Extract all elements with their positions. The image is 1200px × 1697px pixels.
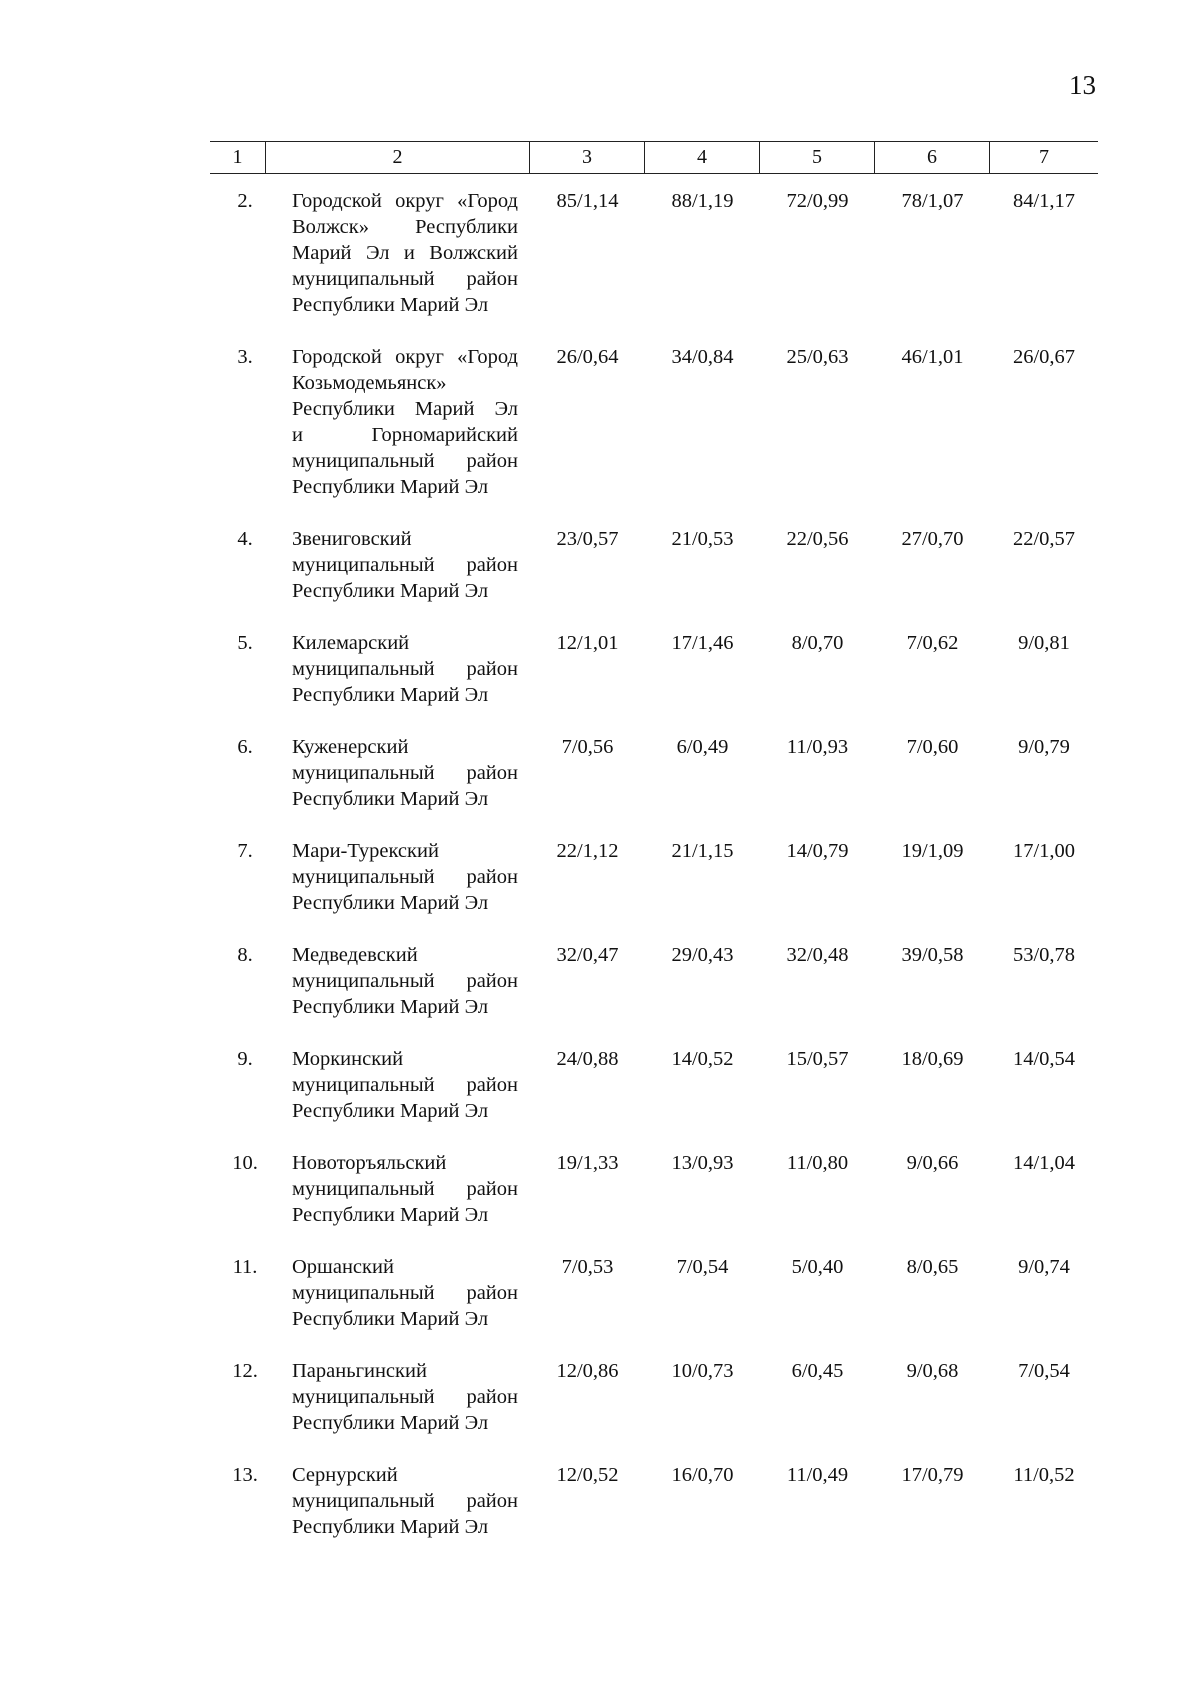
table-row bbox=[210, 1254, 1098, 1332]
row-spacer bbox=[210, 708, 1098, 734]
value-cell-col-5: 25/0,63 bbox=[786, 346, 849, 368]
row-number-cell bbox=[210, 734, 266, 812]
table-body bbox=[210, 188, 1098, 1540]
district-name-line: и Горномарийский bbox=[292, 424, 518, 446]
table-row bbox=[210, 734, 1098, 812]
row-number-cell bbox=[210, 344, 266, 500]
value-cell-col-6: 18/0,69 bbox=[901, 1048, 964, 1070]
value-cell-col-7: 9/0,74 bbox=[1018, 1256, 1070, 1278]
district-name-line: муниципальный район bbox=[292, 1074, 518, 1096]
district-name-line: Марий Эл и Волжский bbox=[292, 242, 518, 264]
value-cell-col-7: 14/0,54 bbox=[1012, 1048, 1076, 1070]
value-cell-col-5: 22/0,56 bbox=[786, 528, 849, 550]
district-name-line: муниципальный район bbox=[292, 1386, 518, 1408]
value-cell-col-4: 13/0,93 bbox=[671, 1152, 734, 1174]
row-spacer bbox=[210, 1124, 1098, 1150]
value-cell-col-7: 22/0,57 bbox=[1012, 528, 1076, 550]
table-row bbox=[210, 1046, 1098, 1124]
row-spacer bbox=[210, 318, 1098, 344]
value-cell-col-4: 17/1,46 bbox=[671, 632, 734, 654]
district-name-cell bbox=[266, 838, 530, 916]
row-spacer bbox=[210, 1436, 1098, 1462]
district-name-line: Новоторъяльский bbox=[292, 1152, 447, 1174]
district-name-cell bbox=[266, 1046, 530, 1124]
row-spacer bbox=[210, 500, 1098, 526]
table-row bbox=[210, 838, 1098, 916]
value-cell-col-3: 12/1,01 bbox=[556, 632, 619, 654]
value-cell-col-6: 8/0,65 bbox=[906, 1256, 959, 1278]
district-name-cell bbox=[266, 1462, 530, 1540]
district-name-line: Моркинский bbox=[292, 1048, 404, 1070]
value-cell-col-3: 12/0,52 bbox=[556, 1464, 619, 1486]
district-name-line: Республики Марий Эл bbox=[292, 788, 489, 810]
district-name-cell bbox=[266, 630, 530, 708]
district-name-line: муниципальный район bbox=[292, 1178, 518, 1200]
row-spacer bbox=[210, 604, 1098, 630]
value-cell-col-3: 26/0,64 bbox=[556, 346, 619, 368]
district-name-line: Республики Марий Эл bbox=[292, 1100, 489, 1122]
district-name-line: Параньгинский bbox=[292, 1360, 427, 1382]
value-cell-col-6: 9/0,66 bbox=[906, 1152, 959, 1174]
header-cell-6: 6 bbox=[875, 142, 990, 173]
row-number: 4. bbox=[237, 528, 253, 550]
district-name-line: муниципальный район bbox=[292, 268, 518, 290]
district-name-line: Республики Марий Эл bbox=[292, 892, 489, 914]
row-number-cell bbox=[210, 630, 266, 708]
table-row bbox=[210, 630, 1098, 708]
value-cell-col-6: 27/0,70 bbox=[901, 528, 964, 550]
value-cell-col-4: 21/1,15 bbox=[671, 840, 734, 862]
district-name-line: Волжск» Республики bbox=[292, 216, 518, 238]
value-cell-col-3: 7/0,53 bbox=[561, 1256, 614, 1278]
district-name-line: Городской округ «Город bbox=[292, 190, 518, 212]
row-number: 11. bbox=[232, 1256, 258, 1278]
table-row bbox=[210, 1358, 1098, 1436]
district-name-cell bbox=[266, 526, 530, 604]
district-name-line: Республики Марий Эл bbox=[292, 580, 489, 602]
district-name-line: Республики Марий Эл bbox=[292, 476, 489, 498]
row-number: 12. bbox=[232, 1360, 258, 1382]
value-cell-col-4: 29/0,43 bbox=[671, 944, 734, 966]
value-cell-col-5: 5/0,40 bbox=[791, 1256, 844, 1278]
header-cell-7: 7 bbox=[1039, 146, 1049, 168]
district-name-cell bbox=[266, 1150, 530, 1228]
value-cell-col-5: 11/0,49 bbox=[786, 1464, 849, 1486]
district-name-line: муниципальный район bbox=[292, 762, 518, 784]
value-cell-col-4: 21/0,53 bbox=[671, 528, 734, 550]
table-row bbox=[210, 1150, 1098, 1228]
row-number: 9. bbox=[237, 1048, 253, 1070]
row-number-cell bbox=[210, 1254, 266, 1332]
row-number: 7. bbox=[237, 840, 253, 862]
row-number-cell bbox=[210, 526, 266, 604]
district-name-line: Республики Марий Эл bbox=[292, 996, 489, 1018]
row-number: 2. bbox=[237, 190, 253, 212]
district-name-cell bbox=[266, 734, 530, 812]
row-spacer bbox=[210, 812, 1098, 838]
district-name-cell bbox=[266, 188, 530, 318]
value-cell-col-5: 14/0,79 bbox=[786, 840, 849, 862]
value-cell-col-7: 14/1,04 bbox=[1012, 1152, 1076, 1174]
district-name-line: Республики Марий Эл bbox=[292, 294, 489, 316]
district-name-line: Козьмодемьянск» bbox=[292, 372, 447, 394]
header-cell-5: 5 bbox=[760, 142, 875, 173]
row-spacer bbox=[210, 1332, 1098, 1358]
row-number: 6. bbox=[237, 736, 253, 758]
row-number: 3. bbox=[237, 346, 253, 368]
value-cell-col-7: 53/0,78 bbox=[1012, 944, 1076, 966]
value-cell-col-7: 11/0,52 bbox=[1013, 1464, 1075, 1486]
row-spacer bbox=[210, 1020, 1098, 1046]
value-cell-col-4: 10/0,73 bbox=[671, 1360, 734, 1382]
row-number-cell bbox=[210, 942, 266, 1020]
district-name-line: Мари-Турекский bbox=[292, 840, 439, 862]
value-cell-col-4: 88/1,19 bbox=[671, 190, 734, 212]
district-name-line: Звениговский bbox=[292, 528, 412, 550]
district-name-cell bbox=[266, 942, 530, 1020]
district-name-cell bbox=[266, 344, 530, 500]
row-number-cell bbox=[210, 1462, 266, 1540]
page-number: 13 bbox=[1069, 70, 1096, 100]
value-cell-col-6: 7/0,60 bbox=[906, 736, 959, 758]
district-name-line: Республики Марий Эл bbox=[292, 398, 518, 420]
table-header bbox=[210, 141, 1098, 174]
table-row bbox=[210, 344, 1098, 500]
district-name-line: Оршанский bbox=[292, 1256, 394, 1278]
value-cell-col-7: 7/0,54 bbox=[1018, 1360, 1070, 1382]
district-name-line: Республики Марий Эл bbox=[292, 1412, 489, 1434]
district-name-line: Городской округ «Город bbox=[292, 346, 518, 368]
value-cell-col-7: 9/0,79 bbox=[1018, 736, 1070, 758]
value-cell-col-6: 39/0,58 bbox=[901, 944, 964, 966]
district-name-line: Килемарский bbox=[292, 632, 410, 654]
value-cell-col-3: 85/1,14 bbox=[556, 190, 619, 212]
row-number-cell bbox=[210, 188, 266, 318]
header-cell-2: 2 bbox=[266, 142, 530, 173]
table-row bbox=[210, 188, 1098, 318]
district-name-line: муниципальный район bbox=[292, 450, 518, 472]
header-cell-1: 1 bbox=[210, 142, 266, 173]
row-spacer bbox=[210, 916, 1098, 942]
value-cell-col-4: 6/0,49 bbox=[676, 736, 729, 758]
value-cell-col-4: 14/0,52 bbox=[671, 1048, 734, 1070]
table-row bbox=[210, 942, 1098, 1020]
value-cell-col-5: 6/0,45 bbox=[791, 1360, 844, 1382]
row-number-cell bbox=[210, 838, 266, 916]
district-name-cell bbox=[266, 1358, 530, 1436]
row-spacer bbox=[210, 1228, 1098, 1254]
value-cell-col-5: 72/0,99 bbox=[786, 190, 849, 212]
value-cell-col-5: 11/0,93 bbox=[786, 736, 849, 758]
value-cell-col-4: 34/0,84 bbox=[671, 346, 734, 368]
value-cell-col-4: 7/0,54 bbox=[676, 1256, 729, 1278]
row-number: 13. bbox=[232, 1464, 258, 1486]
district-name-line: Куженерский bbox=[292, 736, 409, 758]
value-cell-col-6: 7/0,62 bbox=[906, 632, 959, 654]
district-name-line: Республики Марий Эл bbox=[292, 1516, 489, 1538]
district-name-line: муниципальный район bbox=[292, 554, 518, 576]
value-cell-col-7: 84/1,17 bbox=[1012, 190, 1076, 212]
value-cell-col-3: 7/0,56 bbox=[561, 736, 614, 758]
header-cell-4: 4 bbox=[645, 142, 760, 173]
district-name-line: Республики Марий Эл bbox=[292, 1204, 489, 1226]
district-name-line: Медведевский bbox=[292, 944, 418, 966]
value-cell-col-3: 12/0,86 bbox=[556, 1360, 619, 1382]
table-row bbox=[210, 526, 1098, 604]
value-cell-col-3: 22/1,12 bbox=[556, 840, 619, 862]
value-cell-col-3: 32/0,47 bbox=[556, 944, 619, 966]
row-number: 10. bbox=[232, 1152, 258, 1174]
value-cell-col-7: 26/0,67 bbox=[1012, 346, 1076, 368]
value-cell-col-5: 32/0,48 bbox=[786, 944, 849, 966]
value-cell-col-7: 17/1,00 bbox=[1012, 840, 1076, 862]
value-cell-col-3: 24/0,88 bbox=[556, 1048, 619, 1070]
district-name-line: муниципальный район bbox=[292, 866, 518, 888]
district-name-line: Республики Марий Эл bbox=[292, 1308, 489, 1330]
value-cell-col-6: 46/1,01 bbox=[901, 346, 964, 368]
value-cell-col-6: 17/0,79 bbox=[901, 1464, 964, 1486]
row-number: 5. bbox=[237, 632, 253, 654]
value-cell-col-6: 78/1,07 bbox=[901, 190, 964, 212]
value-cell-col-5: 15/0,57 bbox=[786, 1048, 849, 1070]
row-number: 8. bbox=[237, 944, 253, 966]
header-cell-3: 3 bbox=[530, 142, 645, 173]
value-cell-col-6: 19/1,09 bbox=[901, 840, 964, 862]
district-name-line: Сернурский bbox=[292, 1464, 398, 1486]
value-cell-col-5: 11/0,80 bbox=[786, 1152, 849, 1174]
district-name-line: Республики Марий Эл bbox=[292, 684, 489, 706]
value-cell-col-3: 23/0,57 bbox=[556, 528, 619, 550]
district-name-cell bbox=[266, 1254, 530, 1332]
value-cell-col-6: 9/0,68 bbox=[906, 1360, 959, 1382]
row-number-cell bbox=[210, 1046, 266, 1124]
district-name-line: муниципальный район bbox=[292, 1282, 518, 1304]
value-cell-col-5: 8/0,70 bbox=[791, 632, 844, 654]
district-name-line: муниципальный район bbox=[292, 1490, 518, 1512]
district-name-line: муниципальный район bbox=[292, 970, 518, 992]
value-cell-col-3: 19/1,33 bbox=[556, 1152, 619, 1174]
row-number-cell bbox=[210, 1358, 266, 1436]
table-row bbox=[210, 1462, 1098, 1540]
value-cell-col-7: 9/0,81 bbox=[1018, 632, 1070, 654]
value-cell-col-4: 16/0,70 bbox=[671, 1464, 734, 1486]
district-name-line: муниципальный район bbox=[292, 658, 518, 680]
row-number-cell bbox=[210, 1150, 266, 1228]
